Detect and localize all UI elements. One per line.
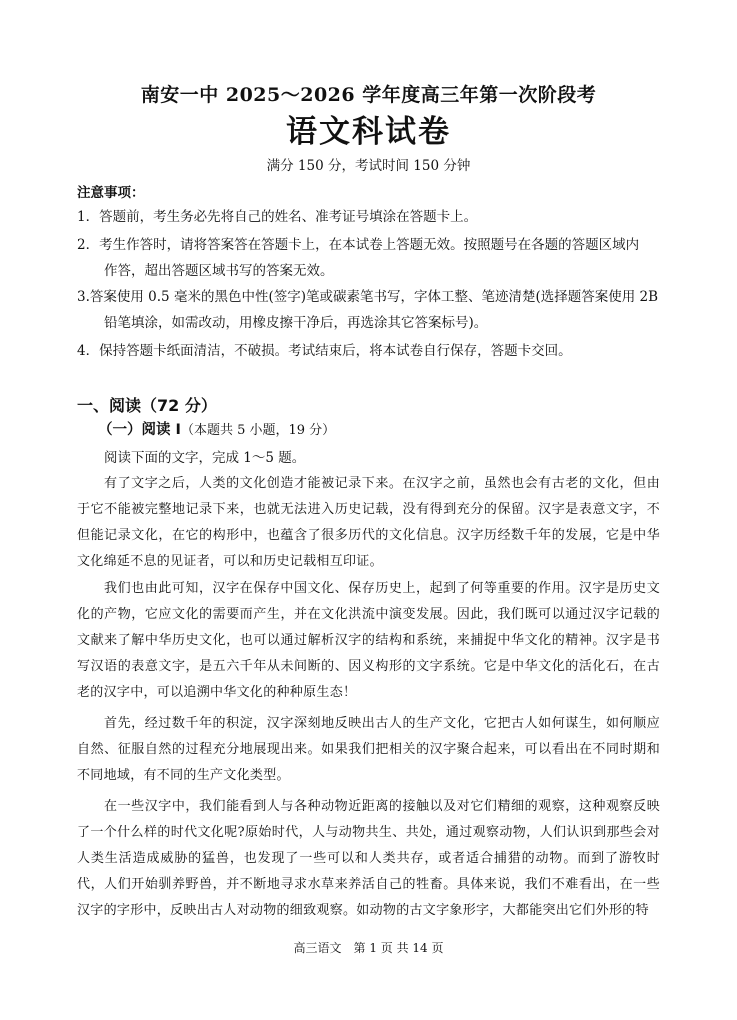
exam-title: 南安一中 2025～2026 学年度高三年第一次阶段考 [140,84,597,106]
note-number: 3. [77,289,90,305]
note-text: 考生作答时，请将答案答在答题卡上，在本试卷上答题无效。按照题号在各题的答题区域内 [99,237,640,253]
passage-paragraph: 首先，经过数千年的积淀，汉字深刻地反映出古人的生产文化，它把古人如何谋生，如何顺应自然、征服自然的过程充分地展现出来。如果我们把相关的汉字聚合起来，可以看出在不同时期和不同地域，有不同的生产文化类型。 [77,716,660,783]
subsection-heading [98,418,335,439]
passage-paragraph: 我们也由此可知，汉字在保存中国文化、保存历史上，起到了何等重要的作用。汉字是历史文化的产物，它应文化的需要而产生，并在文化洪流中演变发展。因此，我们既可以通过汉字记载的文献来了解中华历史文化，也可以通过解析汉字的结构和系统，来捕捉中华文化的精神。汉字是书写汉语的表意文字，是五六千年从未间断的、因义构形的文字系统。它是中华文化的活化石，在古老的汉字中，可以追溯中华文化的种种原生态！ [77,581,660,700]
reading-instruction: 阅读下面的文字，完成 1～5 题。 [104,450,306,466]
passage-paragraph: 有了文字之后，人类的文化创造才能被记录下来。在汉字之前，虽然也会有古老的文化，但由于它不能被完整地记录下来，也就无法进入历史记载，没有得到充分的保留。汉字是表意文字，不但能记录文化，在它的构形中，也蕴含了很多历代的文化信息。汉字历经数千年的发展，它是中华文化绵延不息的见证者，可以和历史记载相互印证。 [77,476,660,569]
note-number: 4． [77,343,100,359]
section-heading: 一、阅读（72 分） [77,396,217,415]
note-number: 2． [77,237,100,253]
note-item [77,204,677,230]
note-item [77,232,677,284]
exam-meta: 满分 150 分，考试时间 150 分钟 [266,158,471,174]
notes-title: 注意事项： [77,185,145,201]
note-continuation: 作答，超出答题区域书写的答案无效。 [104,263,334,279]
passage-paragraph: 在一些汉字中，我们能看到人与各种动物近距离的接触以及对它们精细的观察，这种观察反映了一个什么样的时代文化呢?原始时代，人与动物共生、共处，通过观察动物，人们认识到那些会对人类生活造成威胁的猛兽，也发现了一些可以和人类共存，或者适合捕猎的动物。而到了游牧时代，人们开始驯养野兽，并不断地寻求水草来养活自己的牲畜。具体来说，我们不难看出，在一些汉字的字形中，反映出古人对动物的细致观察。如动物的古文字象形字，大都能突出它们外形的特 [77,799,660,918]
note-item [77,338,677,364]
note-continuation: 铅笔填涂，如需改动，用橡皮擦干净后，再选涂其它答案标号)。 [104,315,488,331]
subsection-title: （一）阅读 I [98,422,181,438]
page-footer: 高三语文 第 1 页 共 14 页 [293,941,444,955]
note-item [77,284,677,336]
subject-title: 语文科试卷 [286,114,451,150]
note-text: 答题前，考生务必先将自己的姓名、准考证号填涂在答题卡上。 [99,209,478,225]
note-number: 1． [77,209,100,225]
note-text: 保持答题卡纸面清洁，不破损。考试结束后，将本试卷自行保存，答题卡交回。 [99,343,572,359]
note-text: 答案使用 0.5 毫米的黑色中性(签字)笔或碳素笔书写，字体工整、笔迹清楚(选择题答案使用 2B [89,289,659,305]
subsection-info: （本题共 5 小题，19 分） [180,423,336,438]
